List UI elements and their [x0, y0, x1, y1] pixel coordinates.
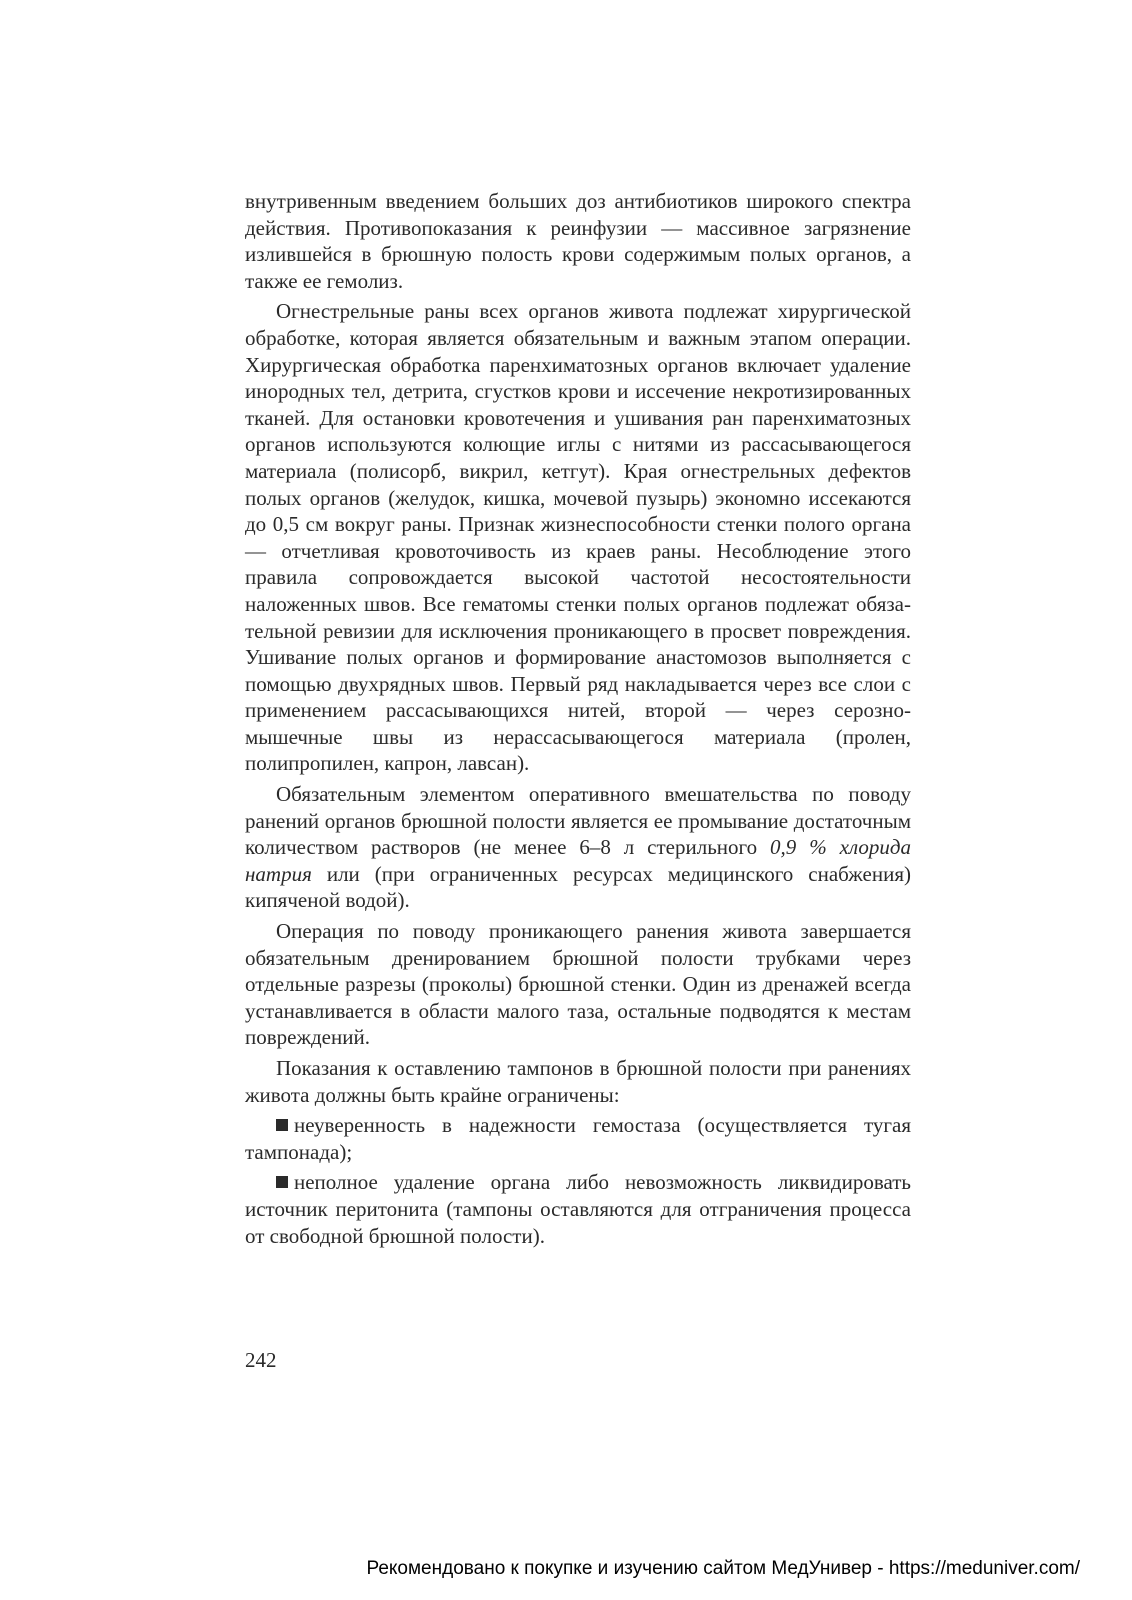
square-bullet-icon	[276, 1176, 288, 1188]
square-bullet-icon	[276, 1119, 288, 1131]
bullet-item-1-text: неуверенность в надежности гемостаза (осуществляется тугая тампонада);	[245, 1113, 911, 1164]
bullet-item-2-text: неполное удаление органа либо невозможность ликвидировать источник перитонита (тампоны оставляются для отграничения процесса от свободной брюшной полости).	[245, 1170, 911, 1248]
paragraph-2: Огнестрельные раны всех органов живота подлежат хирургической обработке, которая является обязательным и важным этапом операции. Хирургическая обработка паренхиматозных органов включает удаление инородных тел, детрита, сгустков крови и иссечение некротизированных тканей. Для остановки кровотечения и ушивания ран паренхиматозных органов используются колющие иглы с нитями из рассасывающегося материала (полисорб, викрил, кетгут). Края огнестрельных дефектов полых органов (желудок, кишка, мочевой пузырь) экономно иссекаются до 0,5 см вокруг раны. Признак жизнеспособности стенки полого органа — отчетливая кровоточивость из краев раны. Несоблюдение этого правила сопровождается высокой частотой несостоятельности наложенных швов. Все гематомы стенки полых органов подлежат обязательной ревизии для исключения проникающего в просвет повреждения. Ушивание полых органов и формирование анастомозов выполняется с помощью двухрядных швов. Первый ряд накладывается через все слои с применением рассасывающихся нитей, второй — через серозно-мышечные швы из нерассасывающегося материала (пролен, полипропилен, капрон, лавсан).	[245, 299, 911, 776]
paragraph-3-text-after: или (при ограниченных ресурсах медицинского снабжения) кипяченой водой).	[245, 861, 911, 913]
paragraph-1: внутривенным введением больших доз антибиотиков широкого спектра действия. Противопоказания к реинфузии — массивное загрязнение излившейся в брюшную полость крови содержимым полых органов, а также ее гемолиз.	[245, 189, 911, 293]
paragraph-5: Показания к оставлению тампонов в брюшной полости при ранениях живота должны быть крайне ограничены:	[245, 1056, 911, 1107]
page-body	[245, 188, 911, 1249]
paragraph-3-italic: 0,9 % хлорида натрия	[245, 835, 911, 886]
bullet-item-1	[245, 1112, 911, 1165]
paragraph-4: Операция по поводу проникающего ранения живота завершается обязательным дренированием брюшной полости трубками через отдельные разрезы (проколы) брюшной стенки. Один из дренажей всегда устанавливается в области малого таза, остальные подводятся к местам повреждений.	[245, 919, 911, 1050]
paragraph-3-text-before: Обязательным элементом оперативного вмешательства по поводу ранений органов брюшной полости является ее промывание достаточным количеством растворов (не менее 6–8 л стерильного	[245, 782, 911, 860]
page-number: 242	[245, 1348, 277, 1372]
footer-recommendation: Рекомендовано к покупке и изучению сайтом МедУнивер - https://meduniver.com/	[366, 1558, 1080, 1579]
paragraph-3	[245, 781, 911, 914]
bullet-item-2	[245, 1169, 911, 1249]
